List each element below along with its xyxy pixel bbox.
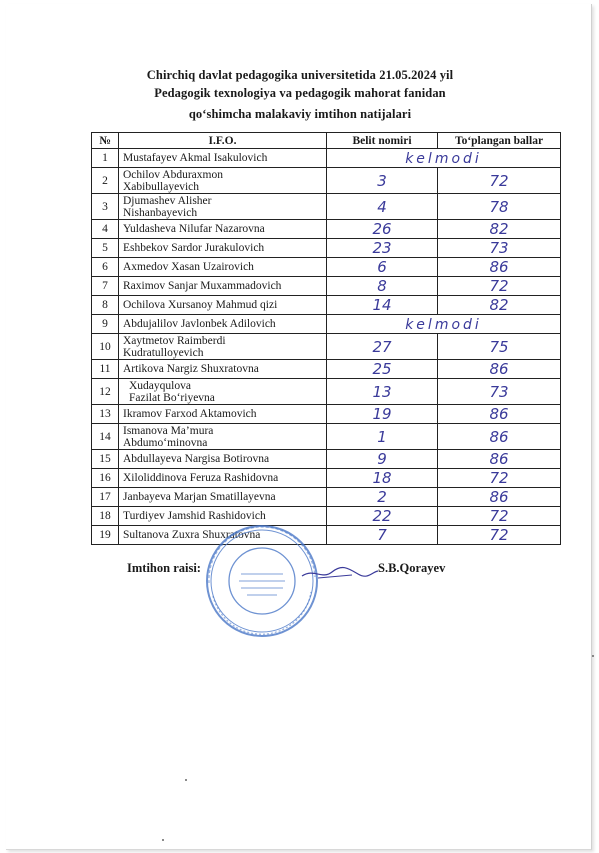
header-number: № [92, 133, 119, 149]
score: 72 [438, 168, 561, 194]
score: 86 [438, 488, 561, 507]
table-row [92, 315, 561, 334]
row-number: 1 [92, 149, 119, 168]
student-name: Raximov Sanjar Muxammadovich [119, 277, 327, 296]
student-name: Ikramov Farxod Aktamovich [119, 405, 327, 424]
score: 86 [438, 360, 561, 379]
ticket-number: 19 [327, 405, 438, 424]
row-number: 4 [92, 220, 119, 239]
row-number: 13 [92, 405, 119, 424]
ticket-number: 23 [327, 239, 438, 258]
absent-note [327, 315, 561, 334]
row-number: 16 [92, 469, 119, 488]
table-row [92, 220, 561, 239]
handwritten-signature [300, 562, 380, 589]
row-number: 10 [92, 334, 119, 360]
row-number: 18 [92, 507, 119, 526]
table-row [92, 277, 561, 296]
student-name: Eshbekov Sardor Jurakulovich [119, 239, 327, 258]
header-score: To‘plangan ballar [438, 133, 561, 149]
ticket-number: 6 [327, 258, 438, 277]
score: 73 [438, 239, 561, 258]
student-name: Axmedov Xasan Uzairovich [119, 258, 327, 277]
chairman-name: S.B.Qorayev [378, 561, 446, 575]
row-number: 11 [92, 360, 119, 379]
heading-line-2: Pedagogik texnologiya va pedagogik mahorat fanidan [154, 86, 446, 100]
ticket-number: 27 [327, 334, 438, 360]
ticket-number: 4 [327, 194, 438, 220]
ticket-number: 25 [327, 360, 438, 379]
scan-speck [592, 655, 594, 657]
score: 72 [438, 526, 561, 545]
table-row [92, 507, 561, 526]
score: 86 [438, 258, 561, 277]
student-name: Ochilova Xursanoy Mahmud qizi [119, 296, 327, 315]
score: 82 [438, 296, 561, 315]
row-number: 8 [92, 296, 119, 315]
scan-speck [185, 779, 187, 781]
student-name: Janbayeva Marjan Smatillayevna [119, 488, 327, 507]
score: 82 [438, 220, 561, 239]
absent-note-text: kelmodi [405, 151, 482, 167]
table-row [92, 379, 561, 405]
table-row [92, 450, 561, 469]
ticket-number: 8 [327, 277, 438, 296]
student-name: Xiloliddinova Feruza Rashidovna [119, 469, 327, 488]
row-number: 19 [92, 526, 119, 545]
student-name: Abdujalilov Javlonbek Adilovich [119, 315, 327, 334]
table-row [92, 424, 561, 450]
score: 86 [438, 424, 561, 450]
row-number: 14 [92, 424, 119, 450]
student-name: Djumashev Alisher Nishanbayevich [119, 194, 327, 220]
row-number: 2 [92, 168, 119, 194]
row-number: 17 [92, 488, 119, 507]
ticket-number: 3 [327, 168, 438, 194]
heading-line-3: qo‘shimcha malakaviy imtihon natijalari [188, 107, 412, 121]
score: 72 [438, 277, 561, 296]
table-row [92, 168, 561, 194]
table-row [92, 488, 561, 507]
student-name: Xaytmetov Raimberdi Kudratulloyevich [119, 334, 327, 360]
absent-note-text: kelmodi [405, 317, 482, 333]
table-row [92, 258, 561, 277]
ticket-number: 9 [327, 450, 438, 469]
table-row [92, 526, 561, 545]
table-row [92, 360, 561, 379]
student-name: Ochilov Abduraxmon Xabibullayevich [119, 168, 327, 194]
header-name: I.F.O. [119, 133, 327, 149]
table-row [92, 149, 561, 168]
table-row [92, 469, 561, 488]
row-number: 7 [92, 277, 119, 296]
student-name: Yuldasheva Nilufar Nazarovna [119, 220, 327, 239]
row-number: 12 [92, 379, 119, 405]
table-header-row [92, 133, 561, 149]
row-number: 3 [92, 194, 119, 220]
scan-speck [162, 839, 164, 841]
score: 72 [438, 507, 561, 526]
student-name: Turdiyev Jamshid Rashidovich [119, 507, 327, 526]
absent-note [327, 149, 561, 168]
score: 86 [438, 405, 561, 424]
heading-line-1: Chirchiq davlat pedagogika universitetida 21.05.2024 yil [146, 68, 454, 82]
row-number: 15 [92, 450, 119, 469]
ticket-number: 7 [327, 526, 438, 545]
results-table [91, 132, 561, 545]
table-row [92, 405, 561, 424]
student-name: Ismanova Ma’mura Abdumo‘minovna [119, 424, 327, 450]
student-name: Xudayqulova Fazilat Bo‘riyevna [119, 379, 327, 405]
student-name: Sultanova Zuxra Shuxratovna [119, 526, 327, 545]
ticket-number: 1 [327, 424, 438, 450]
ticket-number: 18 [327, 469, 438, 488]
row-number: 5 [92, 239, 119, 258]
score: 75 [438, 334, 561, 360]
ticket-number: 13 [327, 379, 438, 405]
score: 78 [438, 194, 561, 220]
student-name: Mustafayev Akmal Isakulovich [119, 149, 327, 168]
header-ticket: Belit nomiri [327, 133, 438, 149]
ticket-number: 14 [327, 296, 438, 315]
ticket-number: 26 [327, 220, 438, 239]
score: 72 [438, 469, 561, 488]
table-row [92, 194, 561, 220]
ticket-number: 22 [327, 507, 438, 526]
table-row [92, 239, 561, 258]
student-name: Artikova Nargiz Shuxratovna [119, 360, 327, 379]
table-row [92, 296, 561, 315]
score: 73 [438, 379, 561, 405]
student-name: Abdullayeva Nargisa Botirovna [119, 450, 327, 469]
chairman-label: Imtihon raisi: [127, 561, 201, 575]
row-number: 9 [92, 315, 119, 334]
score: 86 [438, 450, 561, 469]
table-body [92, 149, 561, 545]
ticket-number: 2 [327, 488, 438, 507]
row-number: 6 [92, 258, 119, 277]
table-row [92, 334, 561, 360]
